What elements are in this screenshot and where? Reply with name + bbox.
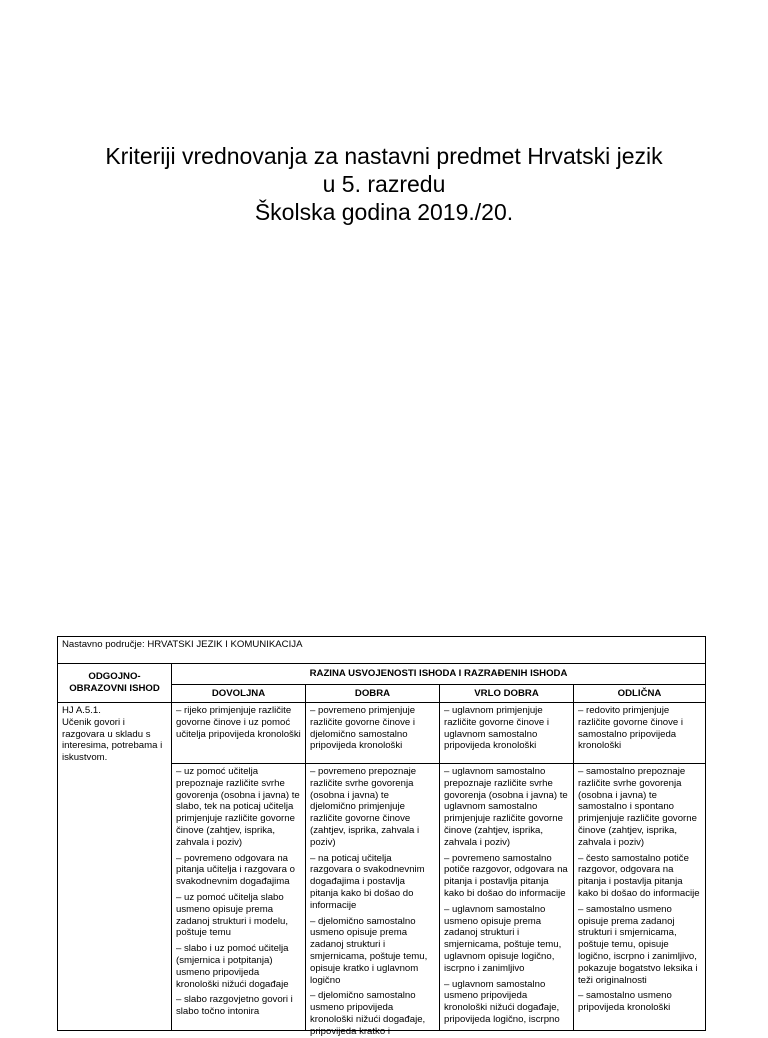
criterion-item: – uz pomoć učitelja slabo usmeno opisuje prema zadanoj strukturi i modelu, poštuje temu bbox=[176, 891, 288, 939]
criterion-item: – uglavnom samostalno prepoznaje različite svrhe govorenja (osobna i javna) te uglavnom samostalno primjenjuje različite govorne činove (zahtjev, isprika, zahvala i poziv) bbox=[444, 766, 568, 848]
level-dovoljna: DOVOLJNA bbox=[172, 685, 306, 703]
detail-dovoljna bbox=[172, 764, 306, 1031]
criterion-item: – djelomično samostalno usmeno opisuje prema zadanoj strukturi i smjernicama, poštuje temu, opisuje kratko i uglavnom logično bbox=[310, 915, 428, 986]
summary-vrlo-dobra: – uglavnom primjenjuje različite govorne činove i uglavnom samostalno pripovijeda kronološki bbox=[440, 703, 574, 764]
level-vrlo-dobra: VRLO DOBRA bbox=[440, 685, 574, 703]
criterion-item: – često samostalno potiče razgovor, odgovara na pitanja i postavlja pitanja kako bi došao do informacije bbox=[578, 852, 700, 899]
area-row bbox=[58, 637, 706, 664]
summary-dobra: – povremeno primjenjuje različite govorne činove i djelomično samostalno pripovijeda kronološki bbox=[306, 703, 440, 764]
criterion-item: – samostalno usmeno pripovijeda kronološki bbox=[578, 990, 672, 1014]
outcome-text: Učenik govori i razgovara u skladu s interesima, potrebama i iskustvom. bbox=[62, 716, 163, 764]
summary-row bbox=[58, 703, 706, 764]
area-name: HRVATSKI JEZIK I KOMUNIKACIJA bbox=[147, 639, 303, 650]
outcome-cell bbox=[58, 703, 172, 1031]
criterion-item: – djelomično samostalno usmeno pripovijeda kronološki nižući događaje, pripovijeda kratko i bbox=[310, 990, 426, 1037]
level-odlicna: ODLIČNA bbox=[574, 685, 706, 703]
title-line-2: u 5. razredu bbox=[322, 171, 446, 197]
detail-vrlo-dobra bbox=[440, 764, 574, 1031]
criterion-item: – uglavnom samostalno usmeno pripovijeda kronološki nižući događaje, pripovijeda logično, iscrpno bbox=[444, 978, 560, 1025]
area-label: Nastavno područje: bbox=[62, 639, 145, 650]
document-title bbox=[0, 142, 768, 226]
criterion-item: – povremeno prepoznaje različite svrhe govorenja (osobna i javna) te djelomično primjenjuje različite govorne činove (zahtjev, isprika, zahvala i poziv) bbox=[310, 766, 420, 848]
criterion-item: – samostalno usmeno opisuje prema zadanoj strukturi i smjernicama, poštuje temu, opisuje logično, iscrpno i zanimljivo, pokazuje bogatstvo leksika i teži originalnosti bbox=[578, 903, 698, 986]
criterion-item: – povremeno samostalno potiče razgovor, odgovara na pitanja i postavlja pitanja kako bi došao do informacije bbox=[444, 852, 568, 899]
outcome-header: ODGOJNO-OBRAZOVNI ISHOD bbox=[58, 664, 172, 703]
level-header-row bbox=[58, 664, 706, 685]
summary-dovoljna: – rijeko primjenjuje različite govorne činove i uz pomoć učitelja pripovijeda kronološki bbox=[172, 703, 306, 764]
level-dobra: DOBRA bbox=[306, 685, 440, 703]
detail-dobra bbox=[306, 764, 440, 1037]
criterion-item: – uglavnom samostalno usmeno opisuje prema zadanoj strukturi i smjernicama, poštuje temu, uglavnom opisuje logično, iscrpno i zanimljivo bbox=[444, 903, 562, 974]
summary-odlicna: – redovito primjenjuje različite govorne činove i samostalno pripovijeda kronološki bbox=[574, 703, 706, 764]
criterion-item: – na poticaj učitelja razgovara o svakodnevnim događajima i postavlja pitanja kako bi došao do informacije bbox=[310, 852, 425, 911]
criteria-table bbox=[57, 636, 706, 1037]
title-line-3: Školska godina 2019./20. bbox=[254, 199, 514, 225]
criterion-item: – povremeno odgovara na pitanja učitelja i razgovara o svakodnevnim događajima bbox=[176, 852, 295, 888]
criterion-item: – slabo i uz pomoć učitelja (smjernica i potpitanja) usmeno pripovijeda kronološki nižući događaje bbox=[176, 943, 289, 990]
outcome-code: HJ A.5.1. bbox=[62, 705, 101, 716]
achievement-level-header: RAZINA USVOJENOSTI ISHODA I RAZRAĐENIH ISHODA bbox=[172, 664, 706, 685]
criterion-item: – slabo razgovjetno govori i slabo točno intonira bbox=[176, 994, 293, 1018]
title-line-1: Kriteriji vrednovanja za nastavni predmet Hrvatski jezik bbox=[105, 143, 663, 169]
area-cell bbox=[58, 637, 706, 664]
detail-odlicna bbox=[574, 764, 706, 1031]
criterion-item: – samostalno prepoznaje različite svrhe govorenja (osobna i javna) te samostalno i spontano primjenjuje različite govorne činove (zahtjev, isprika, zahvala i poziv) bbox=[578, 766, 697, 848]
criterion-item: – uz pomoć učitelja prepoznaje različite svrhe govorenja (osobna i javna) te slabo, tek na poticaj učitelja primjenjuje različite govorne činove (zahtjev, isprika, zahvala i poziv) bbox=[176, 766, 300, 848]
